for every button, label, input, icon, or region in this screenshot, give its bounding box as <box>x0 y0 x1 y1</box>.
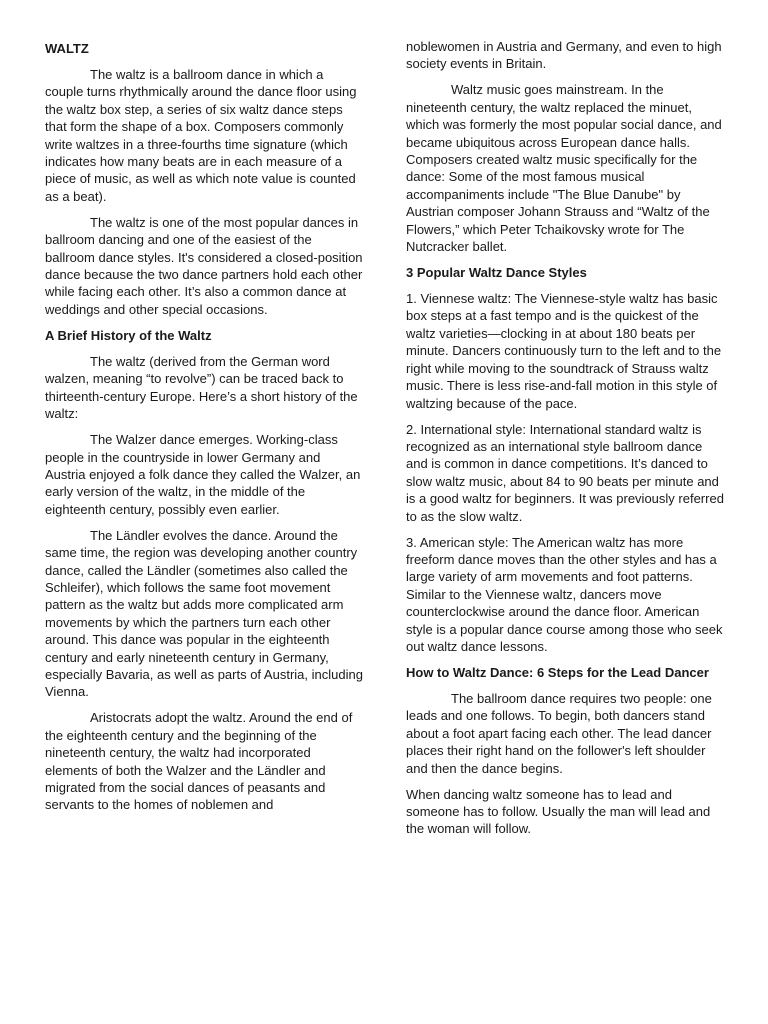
heading-history: A Brief History of the Waltz <box>45 327 212 343</box>
paragraph-popularity: The waltz is one of the most popular dances in ballroom dancing and one of the easiest of the ballroom dance styles. It's considered a closed-position dance because the two dance partners hold each other while facing each other. It’s also a common dance at weddings and other special occasions. <box>45 214 363 317</box>
paragraph-intro: The waltz is a ballroom dance in which a couple turns rhythmically around the dance floor using the waltz box step, a series of six waltz dance steps that form the shape of a box. Composers commonly write waltzes in a three-fourths time signature (which indicates how many beats are in each measure of a piece of music, as well as which note value is counted as a beat). <box>45 67 357 204</box>
paragraph-aristocrats: Aristocrats adopt the waltz. Around the end of the eighteenth century and the beginning of the nineteenth century, the waltz had incorporated elements of both the Walzer and the Ländler and migrated from the social dances of peasants and servants to the homes of noblemen and <box>45 710 353 813</box>
heading-styles: 3 Popular Waltz Dance Styles <box>406 265 587 281</box>
paragraph-international: 2. International style: International standard waltz is recognized as an international style ballroom dance and is common in dance competitions. It’s danced to slow waltz music, about 84 to 90 beats per minute and is a good waltz for beginners. It was previously referred to as the slow waltz. <box>406 421 724 524</box>
document-title: WALTZ <box>45 41 89 56</box>
left-column <box>45 38 363 822</box>
paragraph-mainstream: Waltz music goes mainstream. In the nineteenth century, the waltz replaced the minuet, which was formerly the most popular social dance, and became ubiquitous across European dance halls. Composers created waltz music specifically for the dance: Some of the most famous musical accompaniments include "The Blue Danube" by Austrian composer Johann Strauss and “Waltz of the Flowers,” which Peter Tchaikovsky wrote for The Nutcracker ballet. <box>406 82 722 255</box>
right-column <box>406 38 724 846</box>
paragraph-american: 3. American style: The American waltz has more freeform dance moves than the other styles and has a large variety of arm movements and foot patterns. Similar to the Viennese waltz, dancers move counterclockwise around the dance floor. American style is a popular dance course among those who seek out waltz dance lessons. <box>406 534 723 654</box>
paragraph-roles: When dancing waltz someone has to lead and someone has to follow. Usually the man will lead and the woman will follow. <box>406 786 711 837</box>
paragraph-viennese: 1. Viennese waltz: The Viennese-style waltz has basic box steps at a fast tempo and is the quickest of the waltz varieties—clocking in at about 180 beats per minute. Dancers continuously turn to the left and to the right while moving to the soundtrack of Strauss waltz music. There is less rise-and-fall motion in this style of waltzing because of the pace. <box>406 291 722 411</box>
paragraph-walzer: The Walzer dance emerges. Working-class people in the countryside in lower Germany and Austria enjoyed a folk dance they called the Walzer, an early version of the waltz, in the middle of the eighteenth century, possibly even earlier. <box>45 432 361 517</box>
paragraph-history-intro: The waltz (derived from the German word walzen, meaning “to revolve”) can be traced back to thirteenth-century Europe. Here’s a short history of the waltz: <box>45 353 358 422</box>
heading-how-to: How to Waltz Dance: 6 Steps for the Lead Dancer <box>406 664 709 680</box>
paragraph-landler: The Ländler evolves the dance. Around the same time, the region was developing another country dance, called the Ländler (sometimes also called the Schleifer), which follows the same foot movement pattern as the waltz but adds more complicated arm movements by which the partners turn each other around. This dance was popular in the eighteenth century and early nineteenth century in Germany, especially Bavaria, as well as parts of Austria, including Vienna. <box>45 527 363 700</box>
paragraph-lead-follow: The ballroom dance requires two people: one leads and one follows. To begin, both dancers stand about a foot apart facing each other. The lead dancer places their right hand on the follower's left shoulder and then the dance begins. <box>406 690 712 776</box>
paragraph-aristocrats-continued: noblewomen in Austria and Germany, and even to high society events in Britain. <box>406 39 722 72</box>
